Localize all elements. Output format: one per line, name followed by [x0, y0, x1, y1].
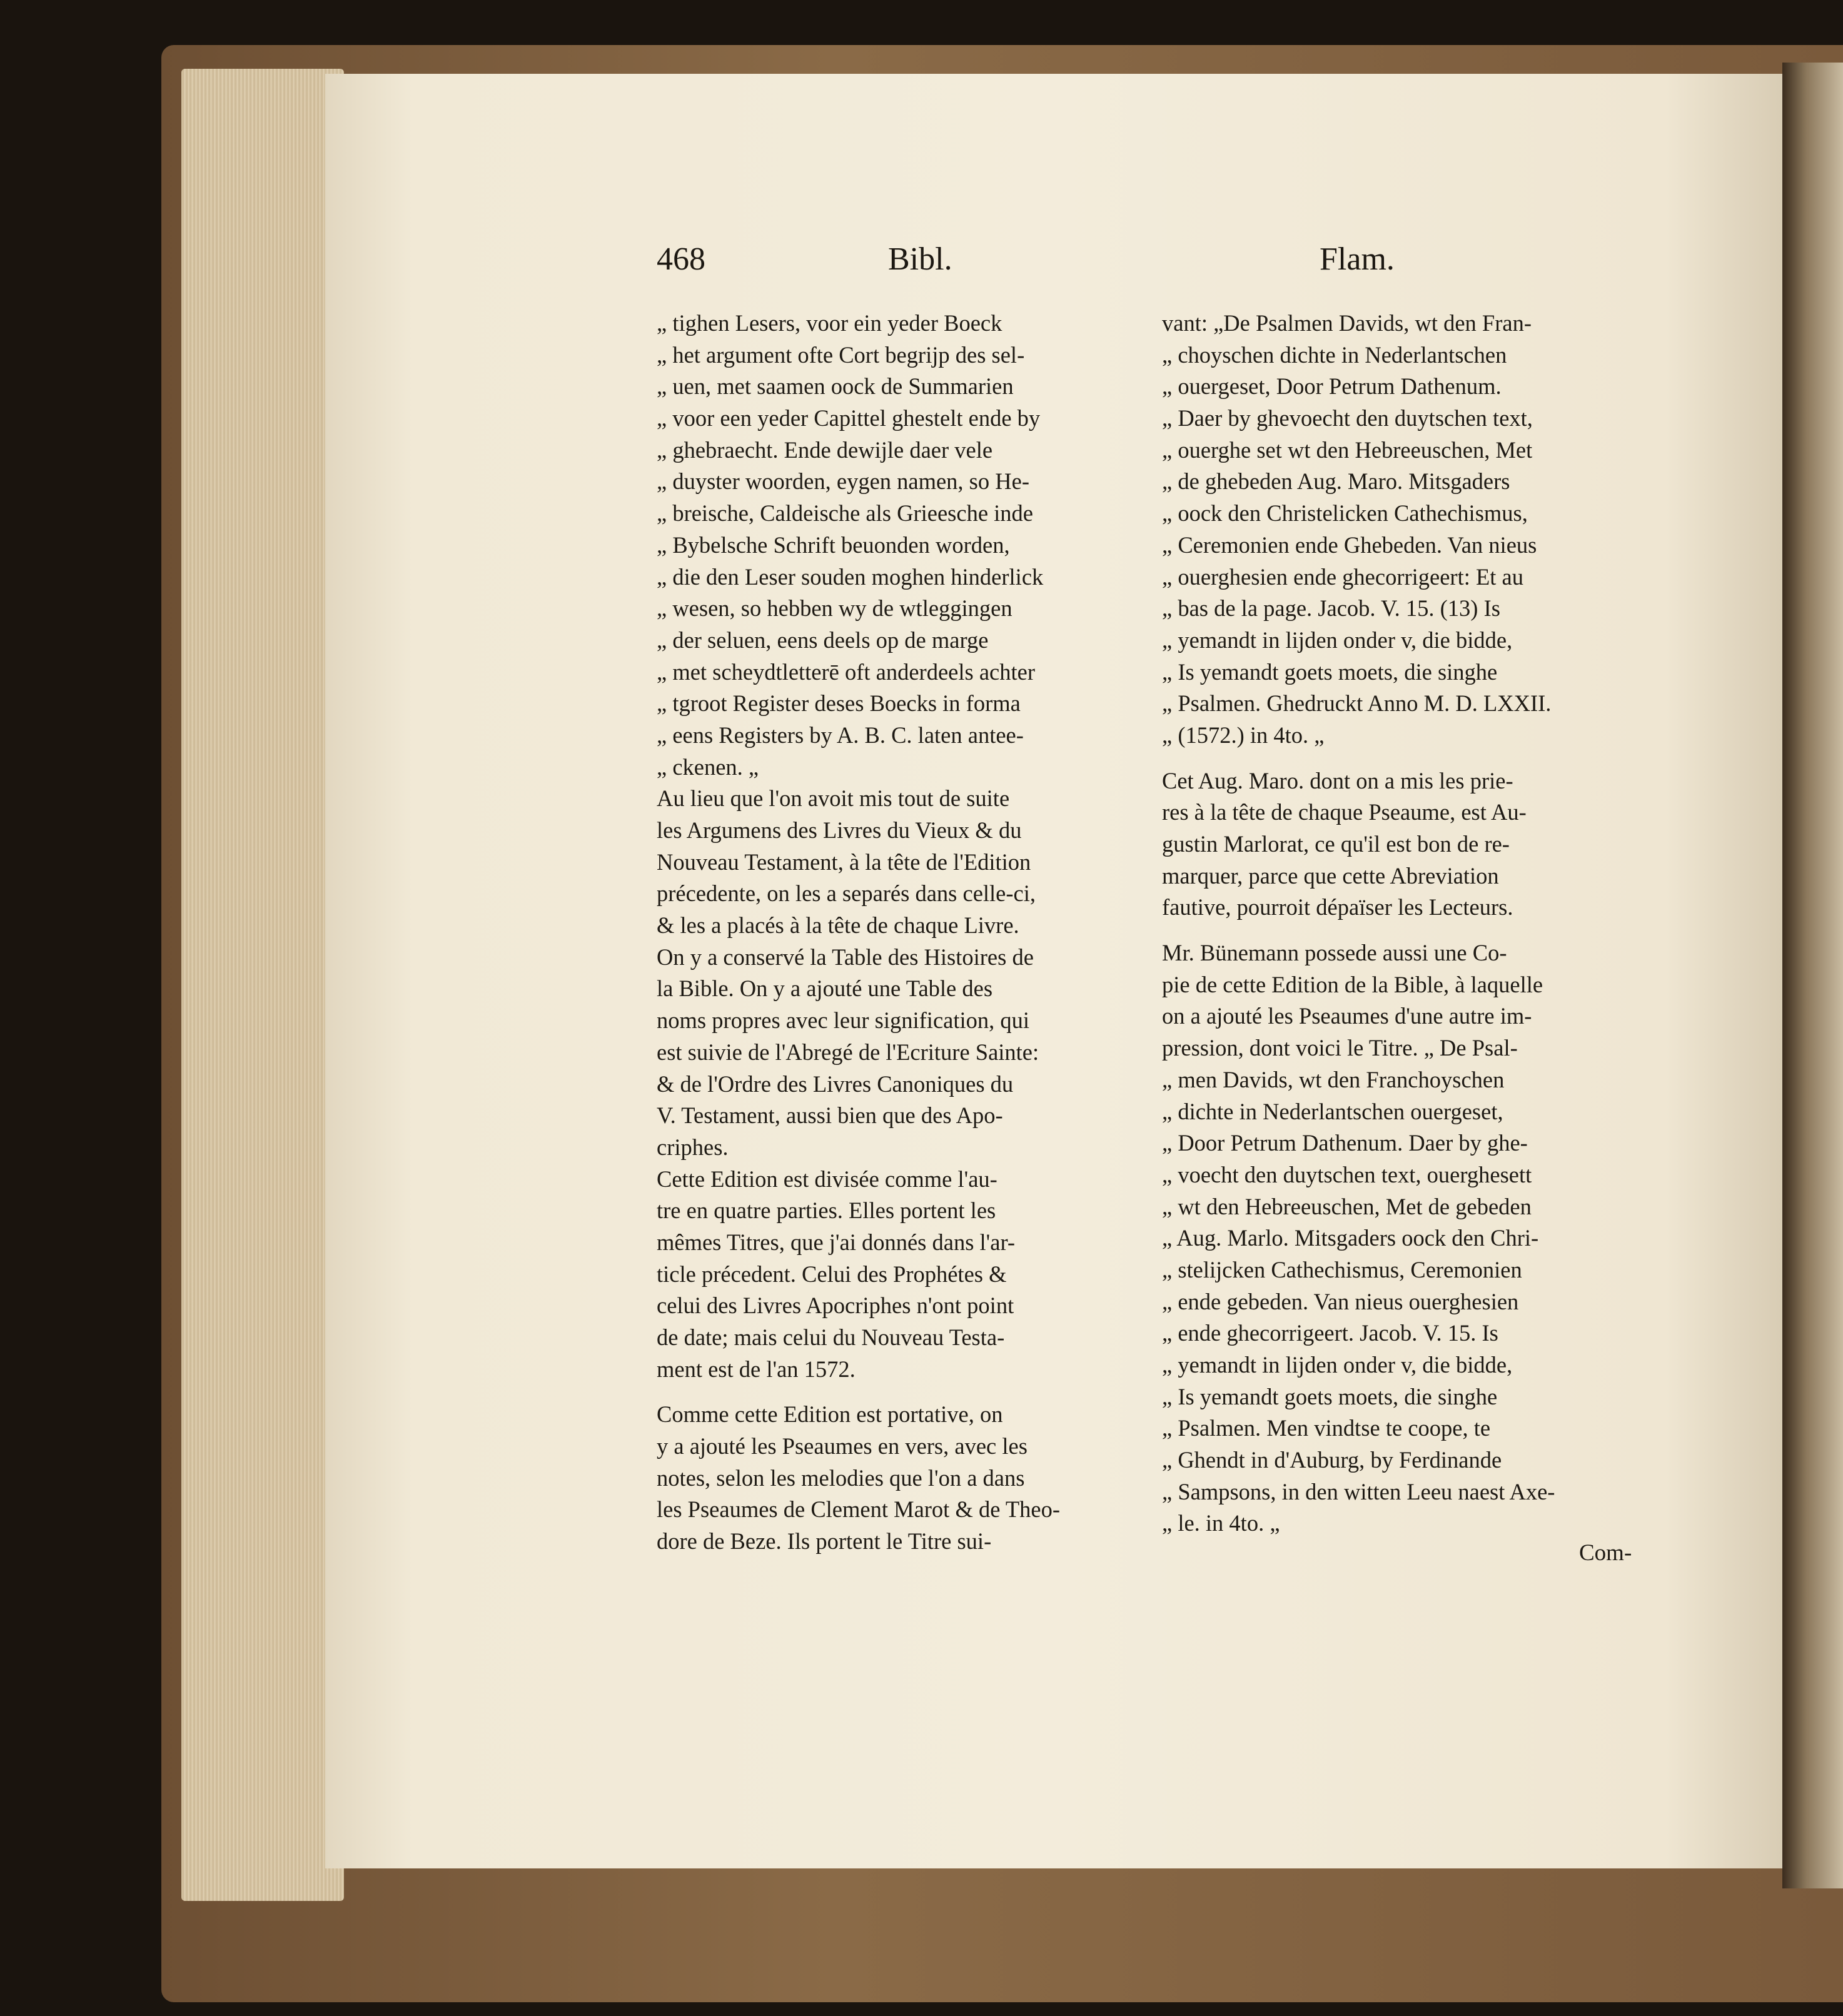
left-text-column: [657, 308, 1138, 1558]
text-line: noms propres avec leur signification, qui: [657, 1007, 1030, 1034]
text-line: On y a conservé la Table des Histoires de: [657, 944, 1034, 970]
text-line: „ Is yemandt goets moets, die singhe: [1162, 1383, 1498, 1409]
page-gutter: [1782, 63, 1843, 1888]
text-line: „ Ghendt in d'Auburg, by Ferdinande: [1162, 1447, 1502, 1473]
text-line: notes, selon les melodies que l'on a dans: [657, 1464, 1025, 1491]
text-line: „ uen, met saamen oock de Summarien: [657, 373, 1014, 400]
text-line: marquer, parce que cette Abreviation: [1162, 862, 1499, 889]
text-line: „ oock den Christelicken Cathechismus,: [1162, 500, 1528, 527]
text-line: ment est de l'an 1572.: [657, 1356, 856, 1382]
text-line: „ ckenen. „: [657, 753, 759, 780]
text-line: gustin Marlorat, ce qu'il est bon de re-: [1162, 831, 1510, 857]
text-line: „ tighen Lesers, voor ein yeder Boeck: [657, 310, 1002, 336]
text-line: les Argumens des Livres du Vieux & du: [657, 817, 1022, 843]
text-line: „ dichte in Nederlantschen ouergeset,: [1162, 1098, 1503, 1124]
text-line: mêmes Titres, que j'ai donnés dans l'ar-: [657, 1229, 1016, 1255]
text-line: pression, dont voici le Titre. „ De Psal-: [1162, 1035, 1518, 1061]
text-line: & de l'Ordre des Livres Canoniques du: [657, 1071, 1014, 1097]
text-line: res à la tête de chaque Pseaume, est Au-: [1162, 799, 1527, 825]
text-line: „ Door Petrum Dathenum. Daer by ghe-: [1162, 1130, 1528, 1156]
text-line: Nouveau Testament, à la tête de l'Edition: [657, 849, 1031, 875]
text-line: „ voor een yeder Capittel ghestelt ende by: [657, 405, 1041, 431]
page-edges: [181, 69, 344, 1901]
text-line: la Bible. On y a ajouté une Table des: [657, 975, 993, 1002]
text-line: précedente, on les a separés dans celle-ci,: [657, 880, 1036, 907]
text-line: „ ouerghe set wt den Hebreeuschen, Met: [1162, 436, 1533, 463]
text-line: y a ajouté les Pseaumes en vers, avec les: [657, 1433, 1028, 1459]
text-line: „ ouergeset, Door Petrum Dathenum.: [1162, 373, 1502, 400]
text-line: fautive, pourroit dépaïser les Lecteurs.: [1162, 894, 1513, 920]
text-line: „ der seluen, eens deels op de marge: [657, 627, 989, 653]
text-line: „ choyschen dichte in Nederlantschen: [1162, 341, 1507, 368]
text-line: les Pseaumes de Clement Marot & de Theo-: [657, 1496, 1061, 1523]
text-line: „ die den Leser souden moghen hinderlick: [657, 563, 1044, 590]
text-line: „ yemandt in lijden onder v, die bidde,: [1162, 1352, 1513, 1378]
text-line: V. Testament, aussi bien que des Apo-: [657, 1102, 1003, 1129]
text-line: est suivie de l'Abregé de l'Ecriture Sainte:: [657, 1039, 1039, 1065]
text-line: „ ghebraecht. Ende dewijle daer vele: [657, 436, 993, 463]
text-line: dore de Beze. Ils portent le Titre sui-: [657, 1528, 992, 1555]
right-text-column: [1162, 308, 1644, 1540]
text-line: „ ende ghecorrigeert. Jacob. V. 15. Is: [1162, 1320, 1498, 1346]
text-line: Comme cette Edition est portative, on: [657, 1401, 1003, 1428]
text-line: „ Is yemandt goets moets, die singhe: [1162, 658, 1498, 685]
text-line: „ le. in 4to. „: [1162, 1510, 1280, 1536]
text-line: celui des Livres Apocriphes n'ont point: [657, 1293, 1014, 1319]
text-line: ticle précedent. Celui des Prophétes &: [657, 1261, 1007, 1287]
text-line: „ (1572.) in 4to. „: [1162, 722, 1325, 748]
text-line: Cette Edition est divisée comme l'au-: [657, 1166, 997, 1192]
text-line: „ met scheydtletterē oft anderdeels achter: [657, 658, 1035, 685]
text-line: & les a placés à la tête de chaque Livre.: [657, 912, 1019, 939]
text-line: „ wt den Hebreeuschen, Met de gebeden: [1162, 1193, 1532, 1219]
text-line: „ de ghebeden Aug. Maro. Mitsgaders: [1162, 468, 1510, 495]
text-line: „ Psalmen. Men vindtse te coope, te: [1162, 1415, 1491, 1441]
text-line: „ breische, Caldeische als Grieesche inde: [657, 500, 1033, 527]
catchword: Com-: [1579, 1540, 1632, 1566]
text-line: „ men Davids, wt den Franchoyschen: [1162, 1066, 1505, 1092]
text-line: „ Bybelsche Schrift beuonden worden,: [657, 532, 1010, 558]
text-line: criphes.: [657, 1134, 729, 1160]
text-line: on a ajouté les Pseaumes d'une autre im-: [1162, 1003, 1532, 1029]
text-line: „ Sampsons, in den witten Leeu naest Axe-: [1162, 1478, 1555, 1504]
text-line: „ tgroot Register deses Boecks in forma: [657, 690, 1021, 717]
text-line: Au lieu que l'on avoit mis tout de suite: [657, 785, 1010, 812]
page-number: 468: [657, 241, 705, 277]
text-line: pie de cette Edition de la Bible, à laquelle: [1162, 971, 1543, 997]
text-line: „ wesen, so hebben wy de wtleggingen: [657, 595, 1012, 622]
text-line: tre en quatre parties. Elles portent les: [657, 1197, 996, 1224]
text-line: „ eens Registers by A. B. C. laten antee-: [657, 722, 1024, 748]
text-line: „ stelijcken Cathechismus, Ceremonien: [1162, 1256, 1522, 1283]
text-line: „ Daer by ghevoecht den duytschen text,: [1162, 405, 1533, 431]
text-line: „ Aug. Marlo. Mitsgaders oock den Chri-: [1162, 1225, 1539, 1251]
text-line: „ bas de la page. Jacob. V. 15. (13) Is: [1162, 595, 1500, 622]
text-line: „ ende gebeden. Van nieus ouerghesien: [1162, 1288, 1519, 1314]
text-line: vant: „De Psalmen Davids, wt den Fran-: [1162, 310, 1532, 336]
text-line: „ yemandt in lijden onder v, die bidde,: [1162, 627, 1513, 653]
running-head-right: Flam.: [1320, 241, 1395, 277]
text-line: de date; mais celui du Nouveau Testa-: [657, 1324, 1005, 1350]
running-head-left: Bibl.: [888, 241, 952, 277]
text-line: „ Psalmen. Ghedruckt Anno M. D. LXXII.: [1162, 690, 1552, 717]
text-line: Mr. Bünemann possede aussi une Co-: [1162, 940, 1507, 966]
text-line: „ duyster woorden, eygen namen, so He-: [657, 468, 1029, 495]
text-line: „ ouerghesien ende ghecorrigeert: Et au: [1162, 563, 1523, 590]
text-line: „ Ceremonien ende Ghebeden. Van nieus: [1162, 532, 1537, 558]
text-line: Cet Aug. Maro. dont on a mis les prie-: [1162, 767, 1513, 794]
text-line: „ het argument ofte Cort begrijp des sel-: [657, 341, 1025, 368]
text-line: „ voecht den duytschen text, ouerghesett: [1162, 1161, 1532, 1187]
